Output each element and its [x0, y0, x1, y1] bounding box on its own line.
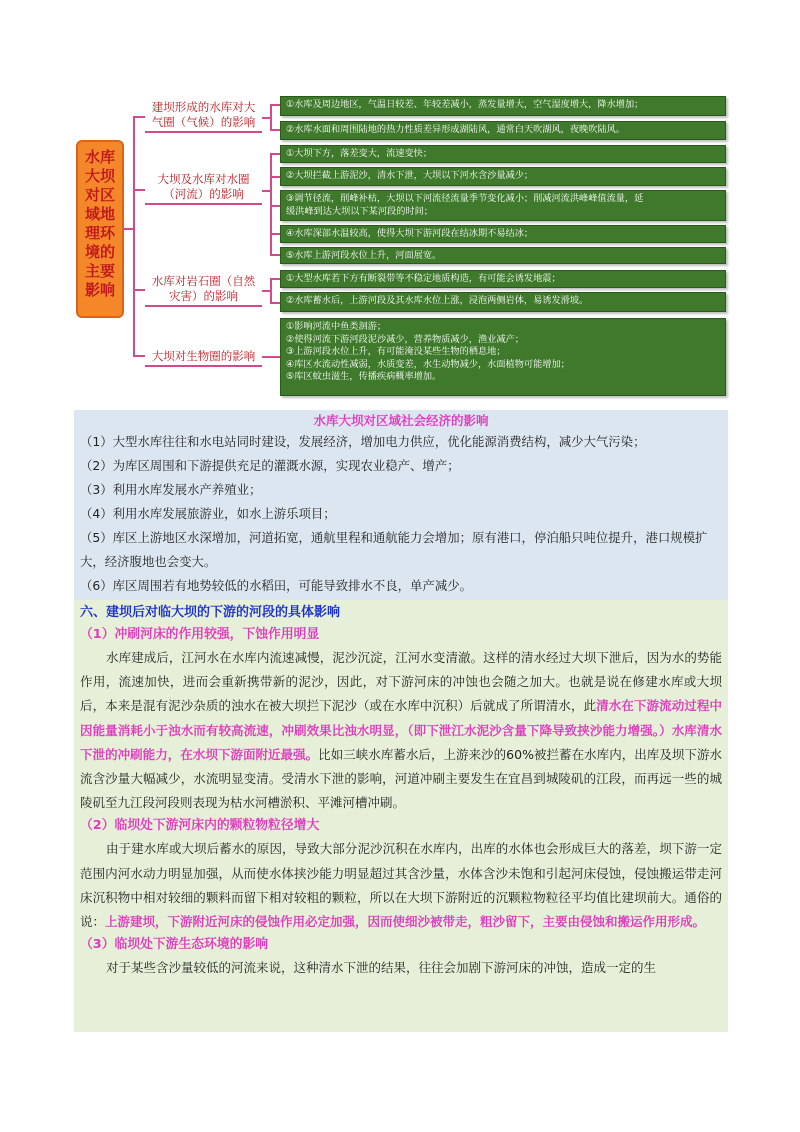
tick	[270, 233, 280, 235]
connector-leaf-group-2	[270, 153, 272, 255]
highlight-text: 清水在下游流动过程中因能量消耗小于浊水而有较高流速，冲刷效果比浊水明显，（即下泄江水泥沙含量下降导致挟沙能力增强。）水库清水下泄的冲刷能力，在水坝下游面附近最强。	[80, 698, 722, 762]
leaf-lithosphere-1: ①大型水库若下方有断裂带等不稳定地质构造，有可能会诱发地震；	[280, 270, 726, 288]
section-heading: 六、建坝后对临大坝的下游的河段的具体影响	[80, 605, 341, 620]
paragraph-text: 水库建成后，江河水在水库内流速减慢，泥沙沉淀，江河水变清澈。这样的清水经过大坝下泄后，因为水的势能作用，流速加快，进而会重新携带新的泥沙，因此，对下游河床的冲蚀也会随之加大。也就是说在修建水库或大坝后，本来是混有泥沙杂质的浊水在被大坝拦下泥沙（或在水库中沉积）后就成了所谓清水，此	[80, 650, 722, 714]
tick	[270, 302, 280, 304]
branch-underline-4	[145, 365, 262, 367]
highlight-text: 上游建坝，下游附近河床的侵蚀作用必定加强，因而使细沙被带走，粗沙留下，主要由侵蚀和搬运作用形成。	[105, 914, 706, 930]
mind-map-root: 水库 大坝 对区 域地 理环 境的 主要 影响	[76, 140, 124, 318]
subsection-title-3: （3）临坝处下游生态环境的影响	[80, 937, 269, 953]
tick	[262, 290, 271, 292]
leaf-atmosphere-2: ②水库水面和周围陆地的热力性质差异形成湖陆风，通常白天吹湖风，夜晚吹陆风。	[280, 121, 726, 140]
paragraph-text: 由于建水库或大坝后蓄水的原因，导致大部分泥沙沉积在水库内，出库的水体也会形成巨大的落差，坝下游一定范围内河水动力明显加强，从而使水体挟沙能力明显超过其含沙量，水体含沙未饱和引起河床侵蚀，侵蚀搬运带走河床沉积物中相对较细的颗料而留下相对较粗的颗粒，所以在大坝下游附近的沉颗粒物粒径平均值比建坝前大。通俗的说：	[80, 841, 722, 930]
subsection-title-2: （2）临坝处下游河床内的颗粒物粒径增大	[80, 818, 320, 834]
connector-trunk	[133, 116, 135, 357]
tick	[262, 190, 271, 192]
tick	[270, 153, 280, 155]
branch-label-atmosphere: 建坝形成的水库对大 气圈（气候）的影响	[151, 100, 256, 129]
social-item: （5）库区上游地区水深增加，河道拓宽，通航里程和通航能力会增加；原有港口，停泊船只吨位提升，港口规模扩大，经济腹地也会变大。	[80, 530, 708, 569]
branch-label-biosphere: 大坝对生物圈的影响	[151, 349, 256, 363]
branch-underline-1	[145, 131, 262, 133]
connector-branch-3	[133, 289, 145, 291]
tick	[270, 278, 280, 280]
leaf-hydrosphere-4: ④水库深部水温较高，使得大坝下游河段在结冰期不易结冰；	[280, 225, 726, 243]
social-economic-section	[74, 410, 728, 600]
paragraph-3: 对于某些含沙量较低的河流来说，这种清水下泄的结果，往往会加剧下游河床的冲蚀，造成一定的生	[106, 960, 657, 976]
tick	[270, 205, 280, 207]
social-title: 水库大坝对区域社会经济的影响	[313, 413, 489, 428]
leaf-hydrosphere-3: ③调节径流，削峰补枯，大坝以下河流径流量季节变化减小；削减河流洪峰峰值流量，延 缓洪峰到达大坝以下某河段的时间；	[280, 190, 726, 221]
branch-label-hydrosphere: 大坝及水库对水圈 （河流）的影响	[157, 172, 250, 201]
social-item: （6）库区周围若有地势较低的水稻田，可能导致排水不良，单产减少。	[80, 578, 472, 593]
leaf-hydrosphere-2: ②大坝拦截上游泥沙，清水下泄，大坝以下河水含沙量减少；	[280, 167, 726, 186]
social-item: （3）利用水库发展水产养殖业；	[80, 482, 262, 497]
mind-map	[0, 0, 800, 410]
branch-label-lithosphere: 水库对岩石圈（自然 灾害）的影响	[151, 274, 256, 303]
leaf-biosphere: ①影响河流中鱼类洄游； ②使得河流下游河段泥沙减少，营养物质减少，渔业减产； ③上游河段水位上升，有可能淹没某些生物的栖息地； ④库区水流动性减弱，水质变差，水生动物减少，水面植物可能增加； ⑤库区蚊虫滋生，传播疾病概率增加。	[280, 318, 726, 396]
leaf-lithosphere-2: ②水库蓄水后，上游河段及其水库水位上涨，浸泡两侧岩体，易诱发滑坡。	[280, 292, 726, 312]
leaf-hydrosphere-1: ①大坝下方，落差变大，流速变快；	[280, 145, 726, 163]
paragraph-2	[80, 837, 722, 934]
paragraph-1	[80, 646, 722, 815]
tick	[262, 356, 280, 358]
tick	[270, 129, 280, 131]
connector-branch-4	[133, 355, 145, 357]
branch-underline-2	[145, 203, 262, 205]
subsection-title-1: （1）冲刷河床的作用较强，下蚀作用明显	[80, 627, 320, 642]
leaf-atmosphere-1: ①水库及周边地区，气温日较差、年较差减小，蒸发量增大，空气湿度增大，降水增加；	[280, 96, 726, 116]
tick	[270, 104, 280, 106]
connector-branch-1	[133, 116, 145, 118]
tick	[270, 176, 280, 178]
tick	[262, 117, 271, 119]
social-item: （2）为库区周围和下游提供充足的灌溉水源，实现农业稳产、增产；	[80, 458, 460, 473]
social-item: （4）利用水库发展旅游业，如水上游乐项目；	[80, 506, 336, 521]
paragraph-text: 比如三峡水库蓄水后，上游来沙的60%被拦蓄在水库内，出库及坝下游水流含沙量大幅减少，水流明显变清。受清水下泄的影响，河道冲刷主要发生在宜昌到城陵矶的江段，而再远一些的城陵矶至九江段河段则表现为枯水河槽淤积、平滩河槽冲刷。	[80, 746, 722, 811]
branch-underline-3	[145, 305, 262, 307]
connector-branch-2	[133, 189, 145, 191]
downstream-section	[74, 600, 728, 1032]
tick	[270, 254, 280, 256]
social-item: （1）大型水库往往和水电站同时建设，发展经济，增加电力供应，优化能源消费结构，减少大气污染；	[80, 434, 646, 449]
leaf-hydrosphere-5: ⑤水库上游河段水位上升，河面展宽。	[280, 247, 726, 264]
